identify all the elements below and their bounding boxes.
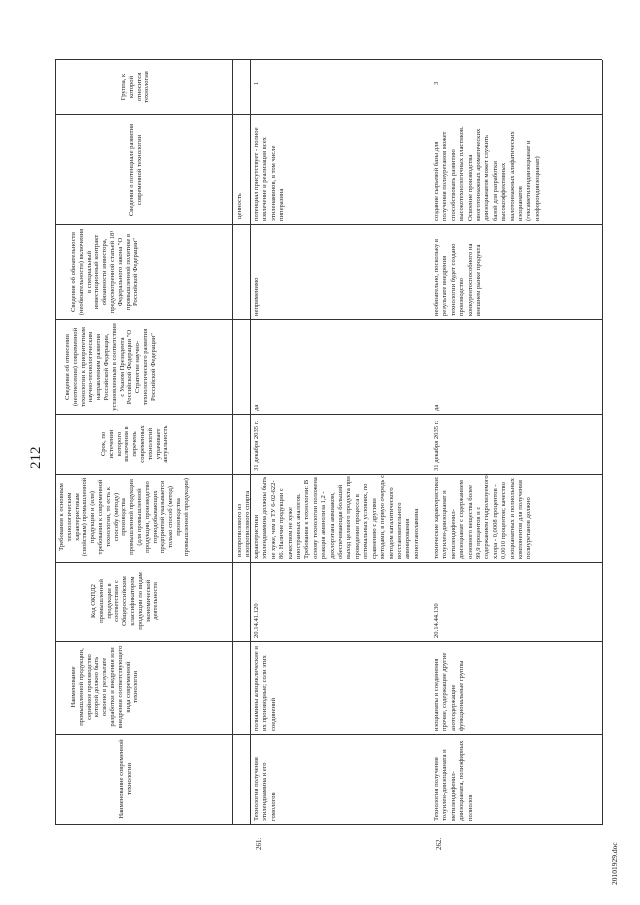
col-separator — [55, 641, 602, 642]
row-special-contract: необязательно, поскольку в результате внедрения технологии будет создано производство конкурентоспособного на внешнем рынке продукта — [433, 238, 483, 316]
header-requirements: Требования к основным технологическим характеристикам (свойствам) промышленной продукции и (или) требования к современной технологии, то есть к способу (методу) производства промышленной продукции (для промышленной продукции, производство горнодобывающих предприятий указывается только способ (метод) производства промышленной продукции) — [58, 477, 190, 557]
footer-filename: 20101929.doc — [610, 842, 619, 885]
col-separator — [55, 319, 602, 320]
row-deadline: 31 декабря 2035 г. — [433, 420, 440, 471]
header-deadline: Срок, по истечении которого включения в перечень современных технологий утрачивает актуальность — [100, 425, 170, 463]
row-group: 1 — [253, 81, 260, 85]
page-number: 212 — [28, 446, 44, 469]
header-development-potential: Сведения о потенциале развития современной технологии — [128, 123, 143, 217]
row-number: 262. — [435, 837, 443, 850]
col-separator — [55, 114, 602, 115]
col-separator — [55, 734, 602, 735]
row-number: 261. — [255, 837, 263, 850]
row-special-contract: неприменимо — [253, 277, 260, 316]
col-separator — [55, 414, 602, 415]
row-requirements: технические характеристики: толуилен-диизоцианат и метилендифенил-диизоцианат с содержанием основного вещества более 99,9 процентов и с содержанием гидролизуемого хлора - 0,0008 процентов - 0,0010 процентов; качество изоцианатных и полиольных компонентов для получения полиуретанов должно — [433, 475, 533, 559]
carryover-separator — [250, 60, 251, 825]
header-okpd2-code: Код ОКПД2 промышленной продукции в соответствии с Общероссийским классификатором продукции по видам экономической деятельности — [90, 572, 160, 630]
header-product-name: Наименование промышленной продукции, серийное производство которой должно быть освоено в результате разработки и внедрения или внедрения соответствующего вида современной технологии — [70, 645, 140, 729]
row-group: 3 — [433, 81, 440, 85]
header-group: Группа, к которой относится технология — [120, 71, 151, 103]
row-deadline: 31 декабря 2035 г. — [253, 420, 260, 471]
header-bottom-border — [232, 60, 233, 825]
carryover-potential: ценность — [236, 193, 243, 219]
table-bottom-border — [602, 60, 603, 825]
row-technology-name: Технология получения этилендиамина и его гомологов — [253, 757, 277, 821]
header-technology-name: Наименование современной технологии — [118, 739, 133, 819]
row-product-name: изоцианаты и соединения прочие, содержащие другие азотсодержащие функциональные группы — [433, 652, 466, 731]
row-product-name: полиамины алициклические и их производные; соли этих соединений — [253, 646, 277, 731]
table-top-border — [55, 60, 56, 825]
row-okpd2-code: 20.14.44.130 — [433, 603, 440, 638]
row-development-potential: потенциал присутствует - полное извлечение и реализация всех этиленаминов, в том числе пиперазина — [253, 127, 286, 221]
col-separator — [55, 824, 602, 825]
carryover-requirements: изопропилового из изопропилового спирта — [236, 490, 252, 557]
row-priority-direction: да — [433, 404, 440, 411]
row-priority-direction: да — [253, 404, 260, 411]
col-separator — [55, 59, 602, 60]
header-special-contract: Сведения об обязательности (необязательности) включения в специальный инвестиционный контракт обязанности инвестора, предусмотренной статьей 18¹ Федерального закона "О промышленной политике в Российской Федерации" — [70, 228, 140, 316]
col-separator — [55, 224, 602, 225]
row-requirements: характеристики этилендиамина должны быть не хуже, чем в ТУ 6-02-622-86. Наличие продукции с качеством не хуже иностранных аналогов. Требования к технологии: В основу технологии положена реакция аминолиза 1,2 - дихлорэтана аммиаком, обеспечивающая больший выход целевого продукта при проведении процесса в оптимальных условиях, по сравнению с другими методами, в первую очередь с методом каталитического восстановительного аминирования моноэтаноламина — [253, 475, 420, 559]
row-technology-name: Технология получения толуилен-диизоцианата и метилендифенил-диизоцианата, полиэфирных полиолов — [433, 740, 474, 821]
row-development-potential: создание сырьевой базы для получения полиуретанов может способствовать развитию высокотехнологичных пластиков. Освоение производства многотоннажных ароматических диизоцианатов может служить базой для разработки высокоэффективных малотоннажных алифатических изоцианатов (гексаметилендиизоцианат и изофорондиизоцианат) — [433, 126, 541, 221]
header-priority-direction: Сведения об отнесении (неотнесении) современной технологии к приоритетным научно-технологическим направлениям развития Российской Федерации, установленным в соответствии с Указом Президента Российской Федерации "О Стратегии научно-технологического развития Российской Федерации" — [64, 323, 157, 411]
col-separator — [55, 562, 602, 563]
row-okpd2-code: 20.14.41.120 — [253, 603, 260, 638]
